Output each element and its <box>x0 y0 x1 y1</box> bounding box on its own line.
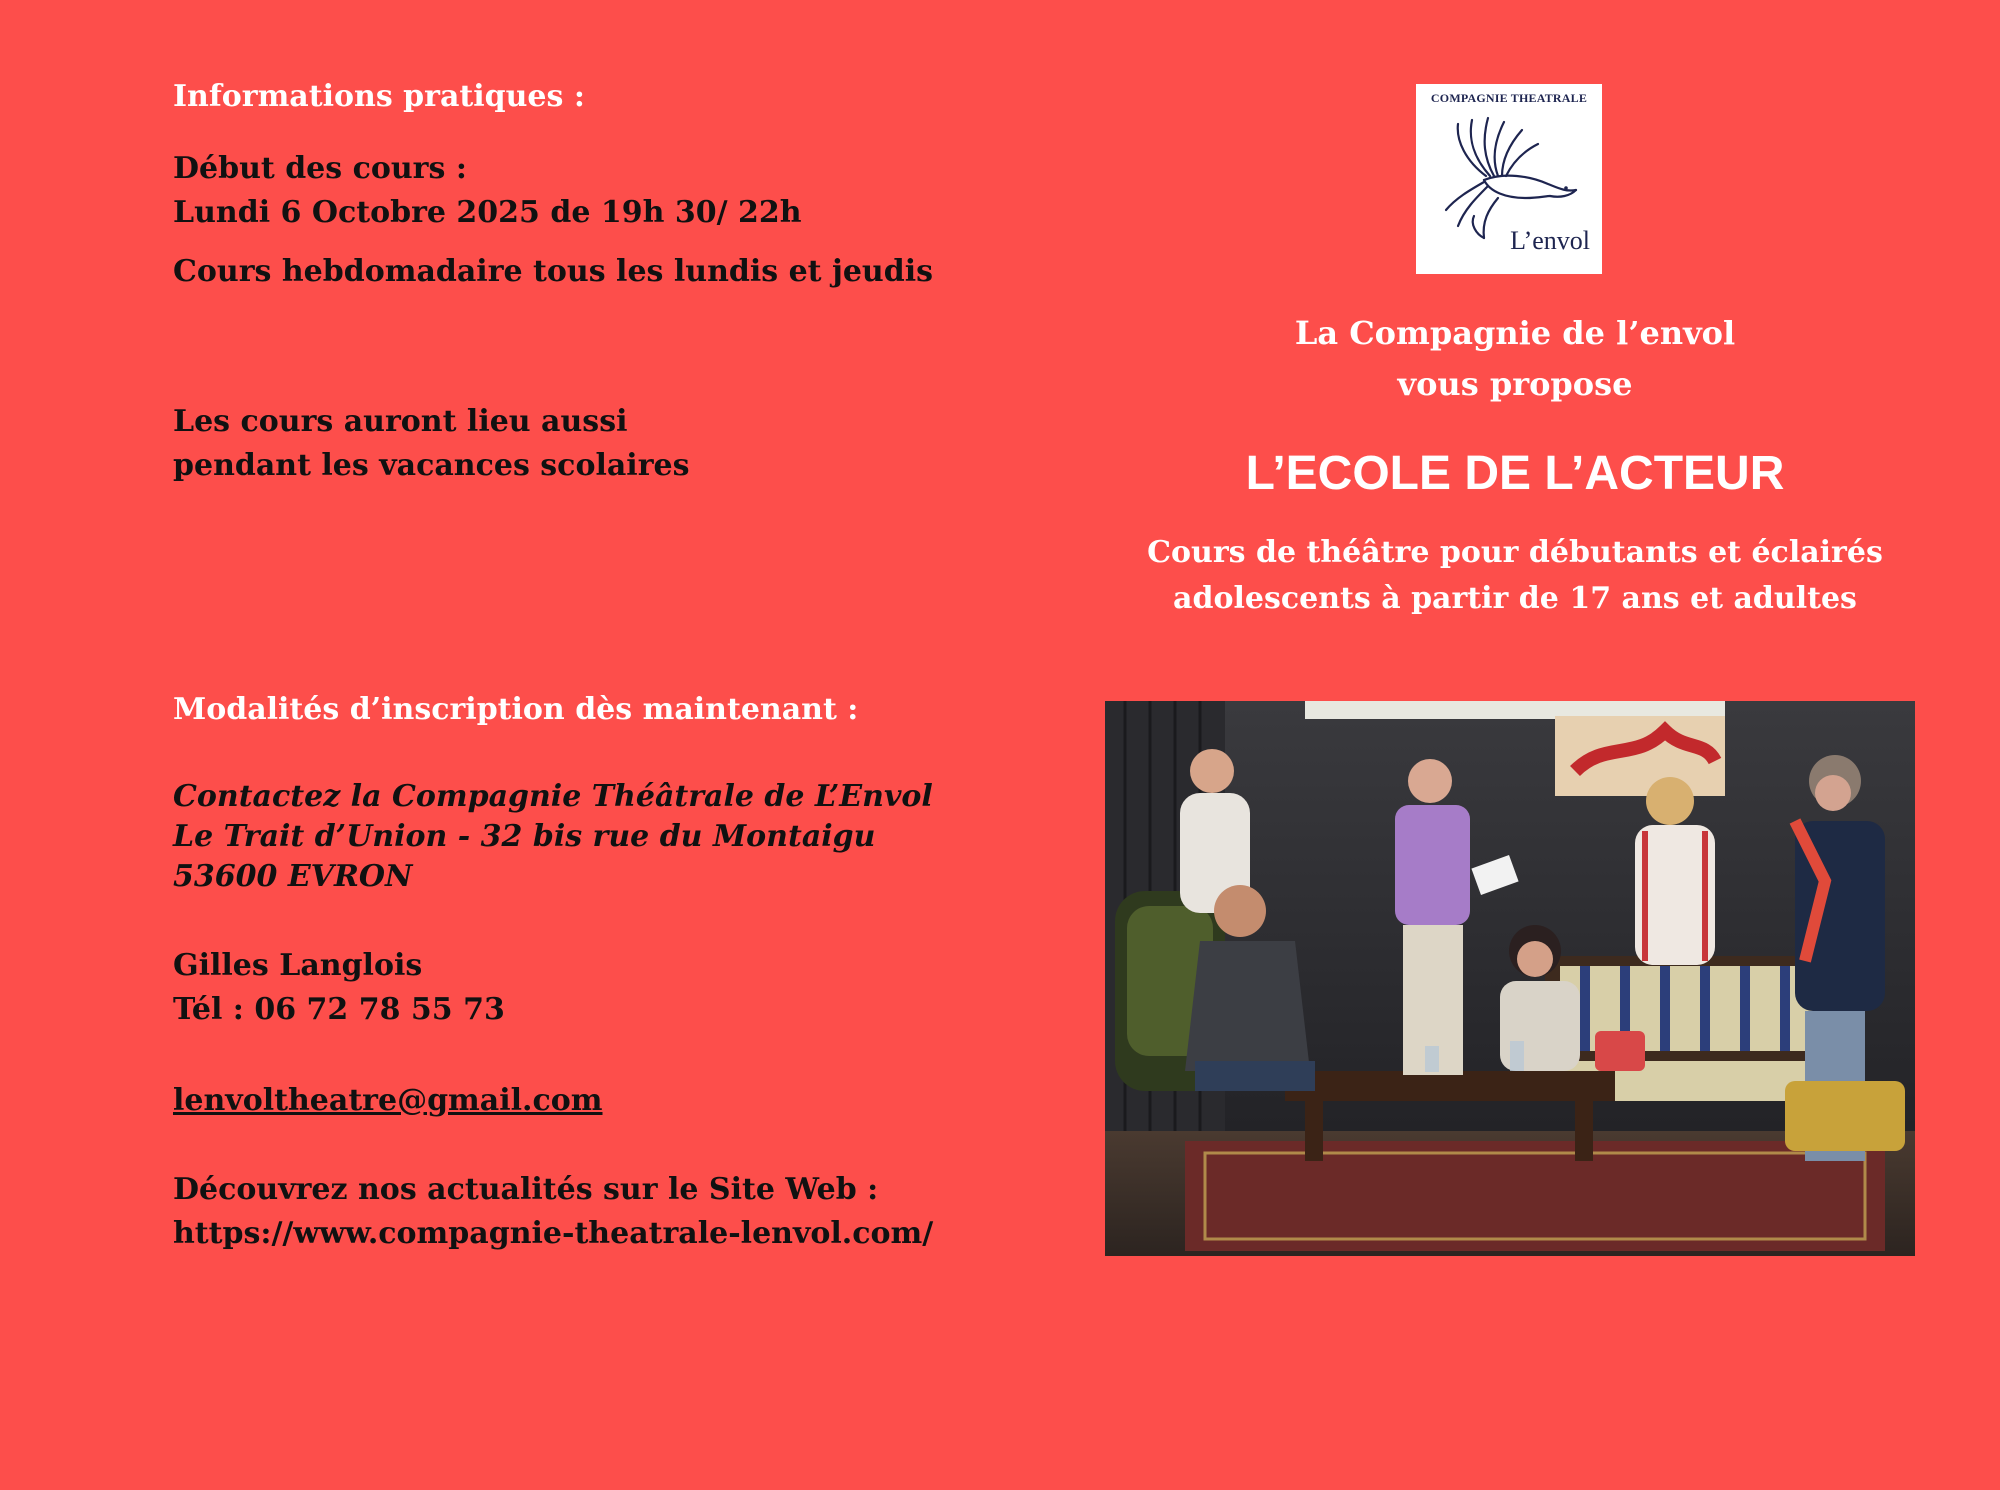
contact-line2: Le Trait d’Union - 32 bis rue du Montaigu <box>173 819 876 854</box>
website-url-link[interactable]: https://www.compagnie-theatrale-lenvol.com/ <box>173 1216 934 1251</box>
contact-phone: Tél : 06 72 78 55 73 <box>173 992 505 1027</box>
company-logo <box>1416 84 1602 274</box>
contact-line1: Contactez la Compagnie Théâtrale de L’Envol <box>173 779 933 814</box>
course-description <box>1100 530 1930 622</box>
contact-address <box>173 777 933 897</box>
logo-name-text: L’envol <box>1510 226 1590 255</box>
contact-email-link[interactable]: lenvoltheatre@gmail.com <box>173 1083 603 1118</box>
logo-top-text: COMPAGNIE THEATRALE <box>1430 91 1588 105</box>
course-start-label: Début des cours : <box>173 151 467 186</box>
holiday-notice-line1: Les cours auront lieu aussi <box>173 404 628 439</box>
contact-person-name: Gilles Langlois <box>173 948 423 983</box>
weekly-schedule: Cours hebdomadaire tous les lundis et jeudis <box>173 254 933 289</box>
course-description-line1: Cours de théâtre pour débutants et éclairés <box>1147 535 1883 570</box>
info-heading <box>173 75 585 119</box>
course-description-line2: adolescents à partir de 17 ans et adultes <box>1173 581 1857 616</box>
holiday-notice-line2: pendant les vacances scolaires <box>173 448 690 483</box>
intro-line1: La Compagnie de l’envol <box>1294 314 1736 352</box>
dove-icon <box>1426 106 1592 246</box>
website-info <box>173 1168 933 1256</box>
page-title: L’ECOLE DE L’ACTEUR <box>1245 447 1785 500</box>
rehearsal-scene-image <box>1105 701 1915 1256</box>
holiday-notice <box>173 400 689 488</box>
info-heading-text: Informations pratiques : <box>173 79 585 114</box>
intro-line2: vous propose <box>1397 365 1633 403</box>
course-start <box>173 147 802 235</box>
website-label: Découvrez nos actualités sur le Site Web : <box>173 1172 879 1207</box>
registration-heading: Modalités d’inscription dès maintenant : <box>173 692 859 727</box>
rehearsal-photo <box>1105 701 1915 1256</box>
contact-person <box>173 944 505 1032</box>
course-start-date: Lundi 6 Octobre 2025 de 19h 30/ 22h <box>173 195 802 230</box>
intro-text <box>1150 308 1880 410</box>
contact-line3: 53600 EVRON <box>173 859 413 894</box>
